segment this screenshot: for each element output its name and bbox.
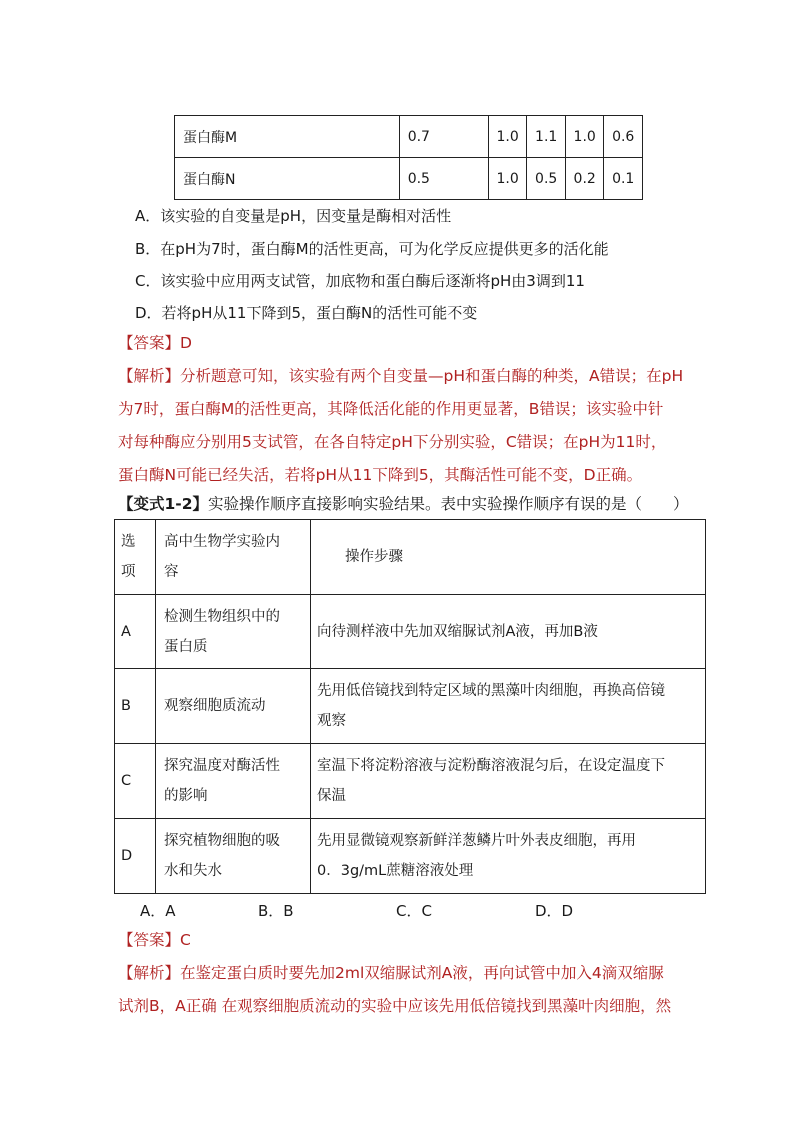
choice-a: A．A: [140, 902, 176, 920]
table-cell: 0.1: [604, 158, 643, 200]
row-steps: [311, 595, 706, 669]
row-steps: [311, 744, 706, 819]
table-cell: 1.1: [527, 116, 566, 158]
row-steps: [311, 669, 706, 744]
table-cell: 0.6: [604, 116, 643, 158]
cell-text: 观察: [317, 713, 346, 729]
header-text: 选: [121, 534, 136, 550]
analysis-text: 对每种酶应分别用5支试管，在各自特定pH下分别实验，C错误；在pH为11时，: [118, 433, 667, 451]
row-content: [156, 595, 311, 669]
option-b: B．在pH为7时，蛋白酶M的活性更高，可为化学反应提供更多的活化能: [135, 240, 609, 258]
answer-line: [118, 924, 191, 957]
row-option: D: [115, 819, 156, 894]
stem-text: 实验操作顺序直接影响实验结果。表中实验操作顺序有误的是（ ）: [208, 495, 689, 513]
cell-text: 0．3g/mL蔗糖溶液处理: [317, 863, 474, 879]
table-header-row: [115, 520, 706, 595]
cell-text: 向待测样液中先加双缩脲试剂A液，再加B液: [317, 623, 598, 640]
header-option: [115, 520, 156, 595]
option-c: C．该实验中应用两支试管，加底物和蛋白酶后逐渐将pH由3调到11: [135, 272, 585, 290]
analysis-text: 蛋白酶N可能已经失活，若将pH从11下降到5，其酶活性可能不变，D正确。: [118, 466, 643, 484]
row-steps: [311, 819, 706, 894]
question-stem: [118, 488, 689, 521]
table-cell: 0.2: [565, 158, 604, 200]
row-option: B: [115, 669, 156, 744]
table-row: [175, 158, 643, 200]
row-content: [156, 819, 311, 894]
table-row: [175, 116, 643, 158]
cell-text: 探究温度对酶活性: [164, 758, 280, 774]
header-content: [156, 520, 311, 595]
answer-label: 【答案】: [118, 931, 181, 949]
cell-text: 水和失水: [164, 863, 222, 879]
analysis-line: [118, 957, 664, 990]
experiment-table: [114, 519, 706, 894]
choice-b: B．B: [258, 902, 294, 920]
cell-text: 观察细胞质流动: [164, 698, 266, 714]
cell-text: 先用显微镜观察新鲜洋葱鳞片叶外表皮细胞，再用: [317, 833, 636, 849]
header-steps: 操作步骤: [311, 520, 706, 595]
header-text: 高中生物学实验内: [164, 534, 280, 550]
analysis-label: 【解析】: [118, 964, 181, 982]
table-row: [115, 744, 706, 819]
cell-text: 先用低倍镜找到特定区域的黑藻叶肉细胞，再换高倍镜: [317, 683, 665, 699]
cell-text: 的影响: [164, 788, 208, 804]
row-option: C: [115, 744, 156, 819]
table-row: [115, 819, 706, 894]
header-text: 容: [164, 564, 179, 580]
choice-d: D．D: [535, 902, 574, 920]
activity-table: [174, 115, 643, 200]
cell-text: 检测生物组织中的: [164, 608, 280, 625]
cell-text: 保温: [317, 788, 346, 804]
analysis-text: 为7时，蛋白酶M的活性更高，其降低活化能的作用更显著，B错误；该实验中针: [118, 400, 664, 418]
cell-text: 探究植物细胞的吸: [164, 833, 280, 849]
analysis-label: 【解析】: [118, 367, 181, 385]
table-cell: 0.5: [399, 158, 488, 200]
table-cell: 0.7: [399, 116, 488, 158]
analysis-text: 试剂B，A正确 在观察细胞质流动的实验中应该先用低倍镜找到黑藻叶肉细胞，然: [118, 997, 672, 1015]
option-d: D．若将pH从11下降到5，蛋白酶N的活性可能不变: [135, 304, 478, 322]
answer-line: [118, 327, 192, 360]
cell-text: 室温下将淀粉溶液与淀粉酶溶液混匀后，在设定温度下: [317, 758, 665, 774]
table-row: [115, 669, 706, 744]
answer-label: 【答案】: [118, 334, 181, 352]
table-cell: 1.0: [565, 116, 604, 158]
table-cell: 0.5: [527, 158, 566, 200]
enzyme-name: 蛋白酶M: [175, 116, 400, 158]
choice-c: C．C: [396, 902, 432, 920]
variant-label: 【变式1-2】: [118, 495, 209, 513]
analysis-line: [118, 360, 683, 393]
row-option: A: [115, 595, 156, 669]
table-cell: 1.0: [488, 158, 527, 200]
enzyme-name: 蛋白酶N: [175, 158, 400, 200]
cell-text: 蛋白质: [164, 638, 208, 655]
answer-value: C: [180, 931, 191, 949]
row-content: [156, 744, 311, 819]
table-row: [115, 595, 706, 669]
analysis-text: 在鉴定蛋白质时要先加2ml双缩脲试剂A液，再向试管中加入4滴双缩脲: [180, 964, 664, 982]
table-cell: 1.0: [488, 116, 527, 158]
row-content: [156, 669, 311, 744]
header-text: 项: [121, 564, 136, 580]
answer-value: D: [180, 334, 192, 352]
analysis-text: 分析题意可知，该实验有两个自变量—pH和蛋白酶的种类，A错误；在pH: [180, 367, 684, 385]
option-a: A．该实验的自变量是pH，因变量是酶相对活性: [135, 207, 452, 225]
